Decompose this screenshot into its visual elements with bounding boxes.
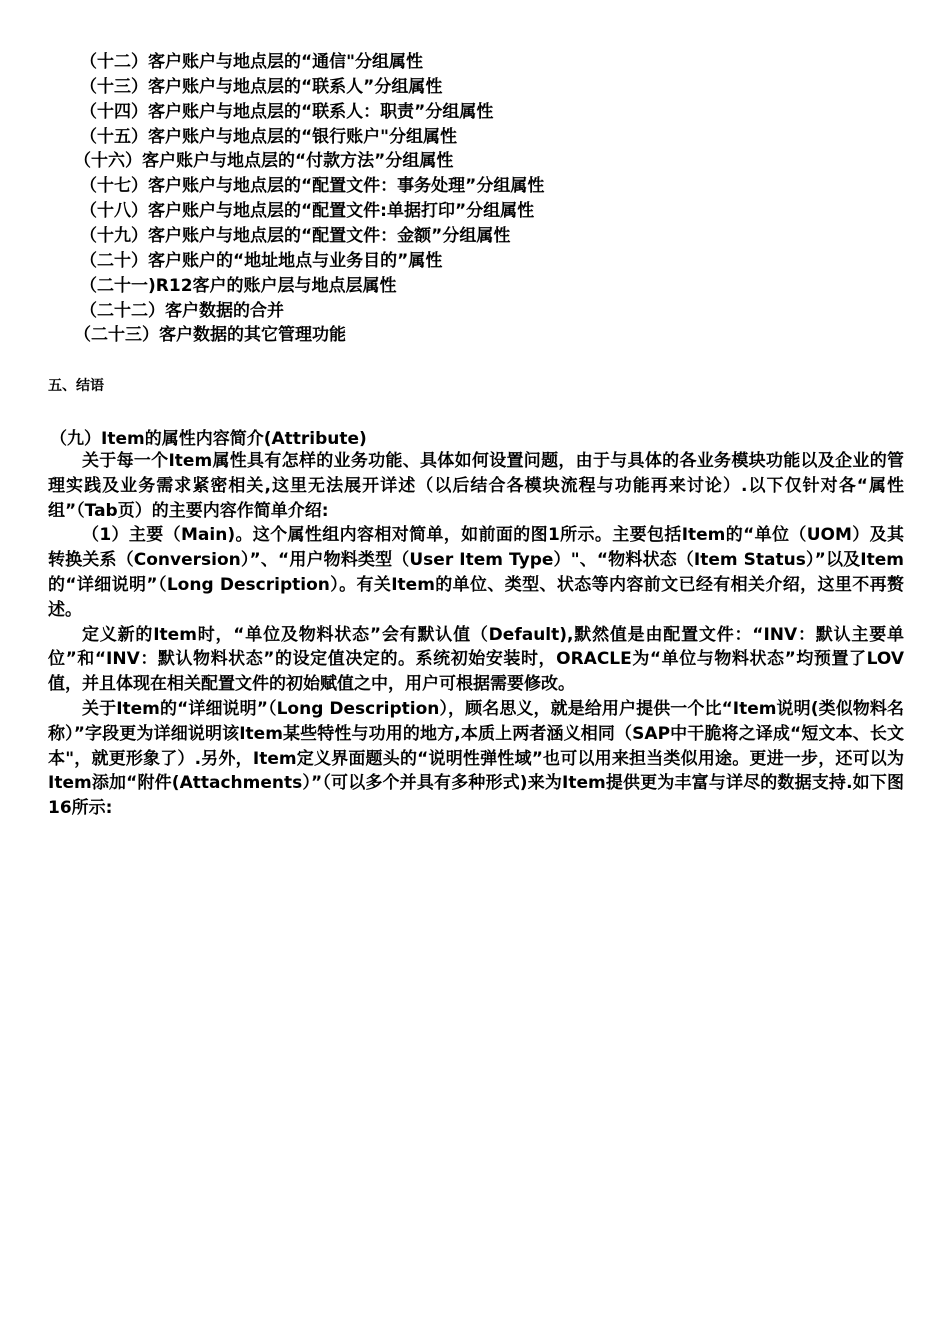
section-heading-conclusion: 五、结语 (48, 378, 104, 394)
toc-item: （十九）客户账户与地点层的“配置文件：金额”分组属性 (80, 226, 511, 246)
paragraph: （1）主要（Main)。这个属性组内容相对简单，如前面的图1所示。主要包括Item的“单位（UOM）及其转换关系（Conversion）”、“用户物料类型（User Item Type）"、“物料状态（Item Status）”以及Item的“详细说明”（Long Description）。有关Item的单位、类型、状态等内容前文已经有相关介绍，这里不再赘述。 (48, 525, 904, 620)
paragraph: 关于每一个Item属性具有怎样的业务功能、具体如何设置问题，由于与具体的各业务模块功能以及企业的管理实践及业务需求紧密相关,这里无法展开详述（以后结合各模块流程与功能再来讨论）.以下仅针对各“属性组”（Tab页）的主要内容作简单介绍: (48, 451, 904, 521)
paragraph: 关于Item的“详细说明”（Long Description），顾名思义，就是给用户提供一个比“Item说明(类似物料名称）”字段更为详细说明该Item某些特性与功用的地方,本质上两者涵义相同（SAP中干脆将之译成“短文本、长文本"，就更形象了）.另外，Item定义界面题头的“说明性弹性域”也可以用来担当类似用途。更进一步，还可以为Item添加“附件(Attachments）”（可以多个并具有多种形式)来为Item提供更为丰富与详尽的数据支持.如下图16所示: (48, 698, 904, 819)
toc-item: （十四）客户账户与地点层的“联系人：职责”分组属性 (80, 102, 494, 122)
toc-item: （十六）客户账户与地点层的“付款方法”分组属性 (74, 151, 454, 171)
toc-item: （十七）客户账户与地点层的“配置文件：事务处理”分组属性 (80, 176, 545, 196)
toc-item: （十三）客户账户与地点层的“联系人”分组属性 (80, 77, 443, 97)
toc-item: （十二）客户账户与地点层的“通信"分组属性 (80, 52, 424, 72)
toc-item: （二十一)R12客户的账户层与地点层属性 (80, 276, 397, 296)
toc-item: （二十）客户账户的“地址地点与业务目的”属性 (80, 251, 443, 271)
toc-item: （十五）客户账户与地点层的“银行账户"分组属性 (80, 127, 458, 147)
body-text (48, 449, 904, 821)
toc-item: （二十二）客户数据的合并 (80, 301, 284, 321)
toc-item: （十八）客户账户与地点层的“配置文件:单据打印”分组属性 (80, 201, 535, 221)
toc-item: （二十三）客户数据的其它管理功能 (74, 325, 346, 345)
paragraph: 定义新的Item时，“单位及物料状态”会有默认值（Default),默然值是由配置文件：“INV：默认主要单位”和“INV：默认物料状态”的设定值决定的。系统初始安装时，ORACLE为“单位与物料状态”均预置了LOV值，并且体现在相关配置文件的初始赋值之中，用户可根据需要修改。 (48, 624, 904, 695)
section-title: （九）Item的属性内容简介(Attribute) (50, 429, 367, 449)
